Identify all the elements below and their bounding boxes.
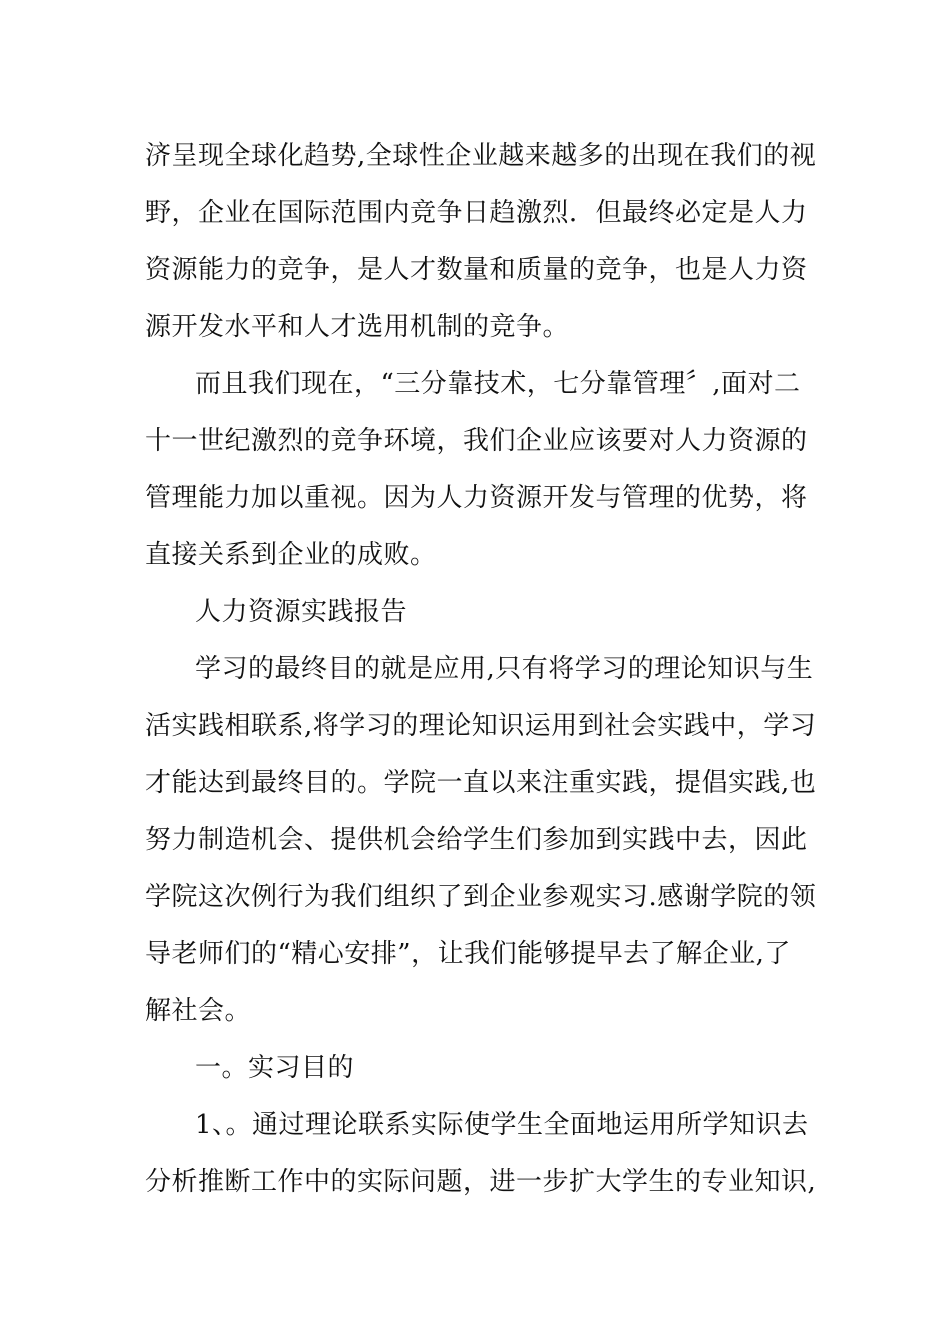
paragraph-line: 济呈现全球化趋势,全球性企业越来越多的出现在我们的视	[145, 141, 817, 171]
paragraph-line: 努力制造机会、提供机会给学生们参加到实践中去，因此	[145, 825, 808, 855]
paragraph-line: 分析推断工作中的实际问题，进一步扩大学生的专业知识,	[145, 1167, 817, 1197]
paragraph-line: 十一世纪激烈的竞争环境，我们企业应该要对人力资源的	[145, 426, 808, 456]
section-heading: 人力资源实践报告	[195, 597, 408, 627]
paragraph-line: 学院这次例行为我们组织了到企业参观实习.感谢学院的领	[145, 882, 817, 912]
paragraph-line: 而且我们现在，“三分靠技术，七分靠管理〞,面对二	[195, 369, 801, 399]
paragraph-line: 学习的最终目的就是应用,只有将学习的理论知识与生	[195, 654, 814, 684]
paragraph-line: 导老师们的“精心安排”，让我们能够提早去了解企业,了	[145, 939, 791, 969]
section-heading: 一。实习目的	[195, 1053, 355, 1083]
paragraph-line: 解社会。	[145, 996, 252, 1026]
paragraph-line: 资源能力的竞争，是人才数量和质量的竞争，也是人力资	[145, 255, 808, 285]
paragraph-line: 野，企业在国际范围内竞争日趋激烈．但最终必定是人力	[145, 198, 808, 228]
paragraph-line: 活实践相联系,将学习的理论知识运用到社会实践中，学习	[145, 711, 817, 741]
paragraph-line: 才能达到最终目的。学院一直以来注重实践，提倡实践,也	[145, 768, 817, 798]
paragraph-line: 管理能力加以重视。因为人力资源开发与管理的优势，将	[145, 483, 808, 513]
paragraph-line: 源开发水平和人才选用机制的竞争。	[145, 312, 570, 342]
paragraph-line: 直接关系到企业的成败。	[145, 540, 437, 570]
paragraph-line: 1、。通过理论联系实际使学生全面地运用所学知识去	[195, 1110, 809, 1140]
